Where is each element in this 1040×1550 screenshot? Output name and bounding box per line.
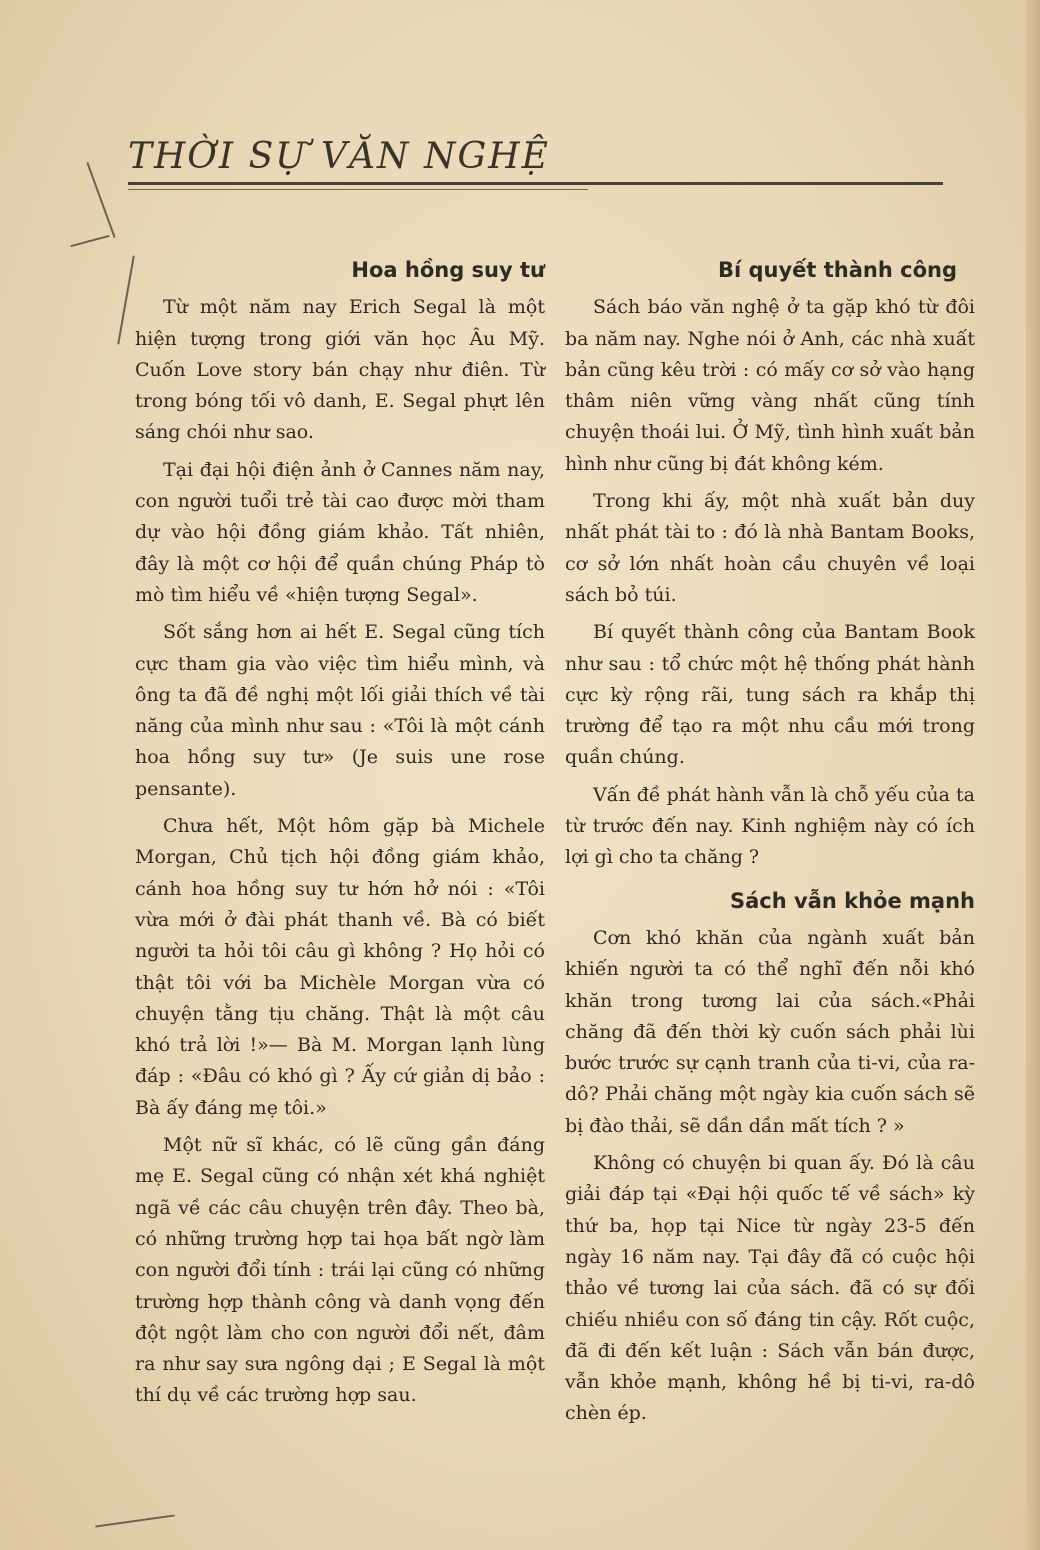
page-edge xyxy=(1026,0,1040,1550)
paragraph: Vấn đề phát hành vẫn là chỗ yếu của ta từ trước đến nay. Kinh nghiệm này có ích lợi gì cho ta chăng ? xyxy=(565,783,975,869)
paragraph: Trong khi ấy, một nhà xuất bản duy nhất phát tài to : đó là nhà Bantam Books, cơ sở lớn nhất hoàn cầu chuyên về loại sách bỏ túi. xyxy=(565,490,975,606)
title-rule-thin xyxy=(128,189,588,190)
paragraph: Chưa hết, Một hôm gặp bà Michele Morgan, Chủ tịch hội đồng giám khảo, cánh hoa hồng suy tư hớn hở nói : «Tôi vừa mới ở đài phát thanh về. Bà có biết người ta hỏi tôi câu gì không ? Họ hỏi có thật tôi với ba Michèle Morgan vừa có chuyện tằng tịu chăng. Thật là một câu khó trả lời !»— Bà M. Morgan lạnh lùng đáp : «Đâu có khó gì ? Ấy cứ giản dị bảo : Bà ấy đáng mẹ tôi.» xyxy=(135,815,545,1119)
paragraph: Không có chuyện bi quan ấy. Đó là câu giải đáp tại «Đại hội quốc tế về sách» kỳ thứ ba, họp tại Nice từ ngày 23-5 đến ngày 16 năm nay. Tại đây đã có cuộc hội thảo về tương lai của sách. đã có sự đối chiếu nhiều con số đáng tin cậy. Rốt cuộc, đã đi đến kết luận : Sách vẫn bán được, vẫn khỏe mạnh, không hề bị ti-vi, ra-dô chèn ép. xyxy=(565,1152,975,1425)
title-rule xyxy=(128,182,943,185)
paragraph: Cơn khó khăn của ngành xuất bản khiến người ta có thể nghĩ đến nỗi khó khăn trong tương lai của sách.«Phải chăng đã đến thời kỳ cuốn sách phải lùi bước trước sự cạnh tranh của ti-vi, của ra-dô? Phải chăng một ngày kia cuốn sách sẽ bị đào thải, sẽ dần dần mất tích ? » xyxy=(565,926,975,1137)
article-heading: Hoa hồng suy tư xyxy=(351,258,545,282)
paragraph: Tại đại hội điện ảnh ở Cannes năm nay, con người tuổi trẻ tài cao được mời tham dự vào hội đồng giám khảo. Tất nhiên, đây là một cơ hội để quần chúng Pháp tò mò tìm hiểu về «hiện tượng Segal». xyxy=(135,458,545,606)
left-column xyxy=(135,255,545,1418)
right-column xyxy=(565,255,975,1436)
paragraph: Sách báo văn nghệ ở ta gặp khó từ đôi ba năm nay. Nghe nói ở Anh, các nhà xuất bản cũng kêu trời : có mấy cơ sở vào hạng thâm niên vững vàng nhất cũng tính chuyện thoái lui. Ở Mỹ, tình hình xuất bản hình như cũng bị đát không kém. xyxy=(565,296,975,475)
paragraph: Sốt sắng hơn ai hết E. Segal cũng tích cực tham gia vào việc tìm hiểu mình, và ông ta đã đề nghị một lối giải thích về tài năng của mình như sau : «Tôi là một cánh hoa hồng suy tư» (Je suis une rose pensante). xyxy=(135,621,545,800)
paragraph: Bí quyết thành công của Bantam Book như sau : tổ chức một hệ thống phát hành cực kỳ rộng rãi, tung sách ra khắp thị trường để tạo ra một nhu cầu mới trong quần chúng. xyxy=(565,621,975,769)
page-title: THỜI SỰ VĂN NGHỆ xyxy=(128,136,550,177)
article-heading: Sách vẫn khỏe mạnh xyxy=(730,888,975,913)
paragraph: Từ một năm nay Erich Segal là một hiện tượng trong giới văn học Âu Mỹ. Cuốn Love story bán chạy như điên. Từ trong bóng tối vô danh, E. Segal phựt lên sáng chói như sao. xyxy=(135,296,545,444)
article-heading: Bí quyết thành công xyxy=(717,258,957,282)
paragraph: Một nữ sĩ khác, có lẽ cũng gần đáng mẹ E. Segal cũng có nhận xét khá nghiệt ngã về các câu chuyện trên đây. Theo bà, có những trường hợp tai họa bất ngờ làm con người đổi tính : trái lại cũng có những trường hợp thành công và danh vọng đến đột ngột làm cho con người đổi nết, đâm ra như say sưa ngông dại ; E Segal là một thí dụ về các trường hợp sau. xyxy=(135,1134,545,1407)
